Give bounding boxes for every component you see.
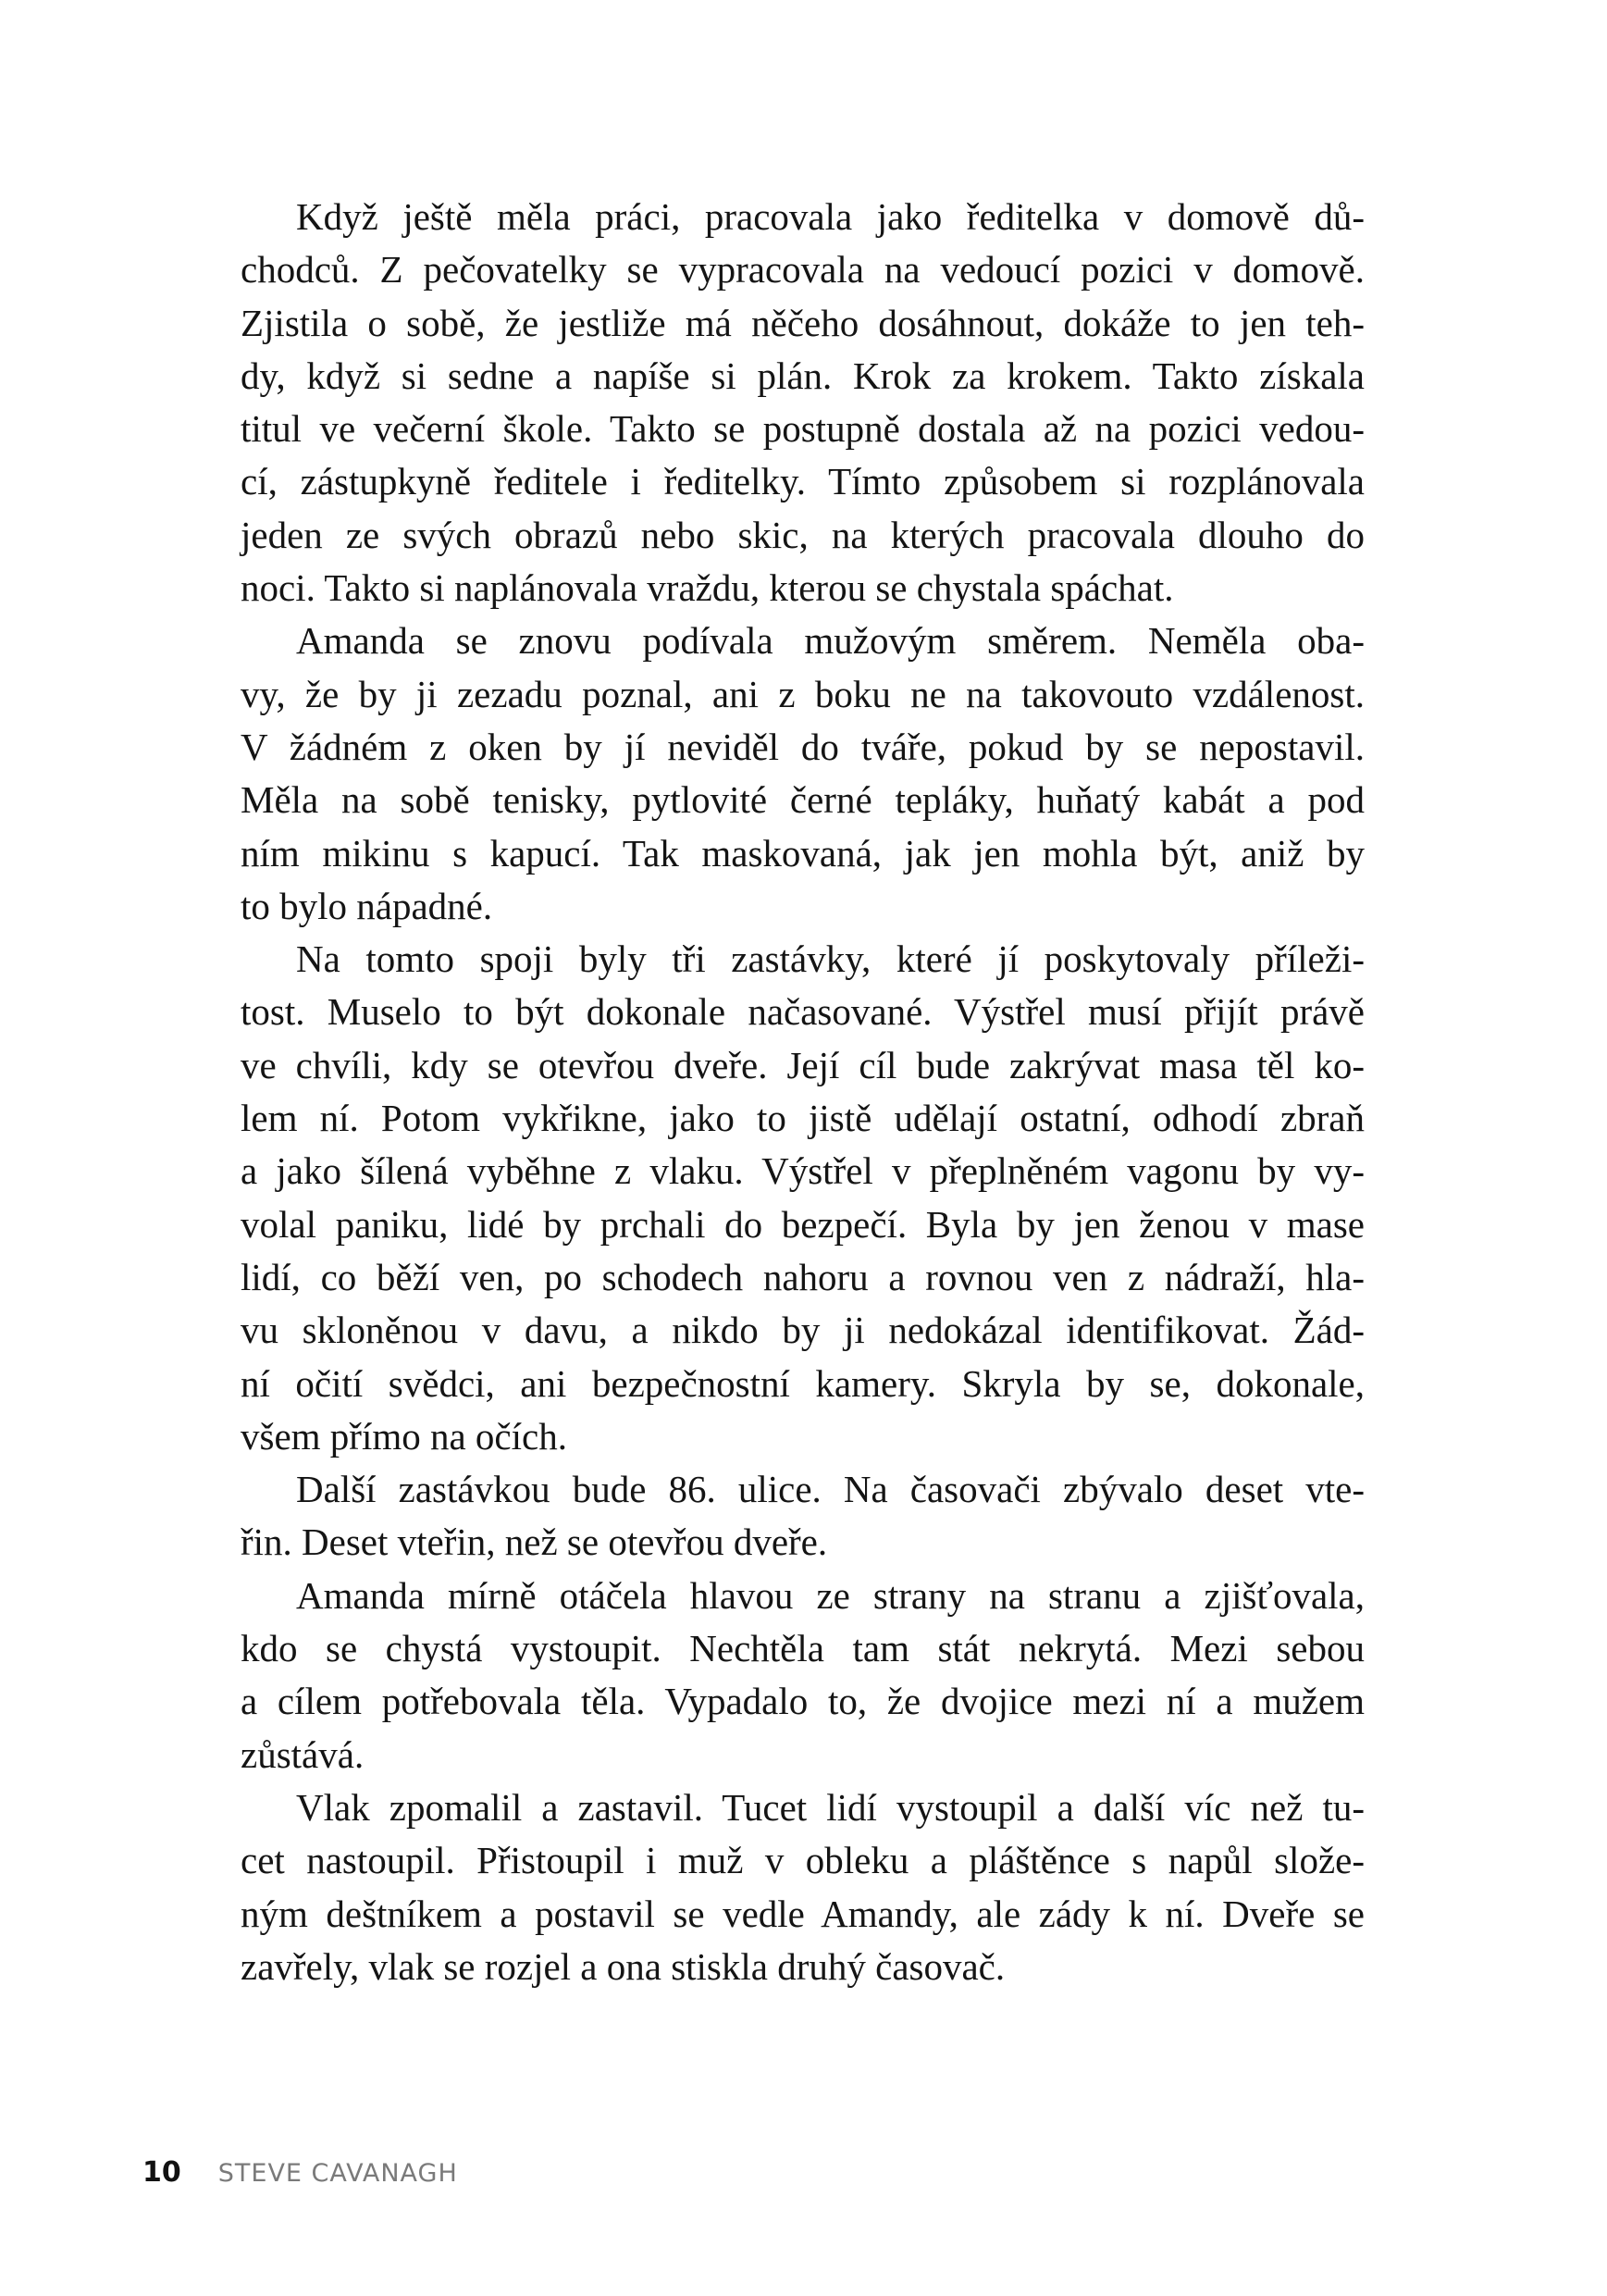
text-line: tost. Muselo to být dokonale načasované. Výstřel musí přijít právě (241, 990, 1365, 1034)
text-line: ve chvíli, kdy se otevřou dveře. Její cíl bude zakrývat masa těl ko- (241, 1043, 1365, 1086)
page-footer (142, 2156, 458, 2193)
text-line: ným deštníkem a postavil se vedle Amandy, ale zády k ní. Dveře se (241, 1892, 1365, 1935)
text-line: jeden ze svých obrazů nebo skic, na kterých pracovala dlouho do (241, 513, 1365, 556)
text-line: chodců. Z pečovatelky se vypracovala na vedoucí pozici v domově. (241, 248, 1365, 292)
paragraph-1 (241, 191, 1365, 614)
text-line: V žádném z oken by jí neviděl do tváře, pokud by se nepostavil. (241, 725, 1365, 768)
text-line: Měla na sobě tenisky, pytlovité černé tepláky, huňatý kabát a pod (241, 778, 1365, 822)
paragraph-5 (241, 1570, 1365, 1781)
text-line: kdo se chystá vystoupit. Nechtěla tam stát nekrytá. Mezi sebou (241, 1627, 1365, 1670)
text-line: cet nastoupil. Přistoupil i muž v obleku a pláštěnce s napůl slože- (241, 1839, 1365, 1882)
page-number: 10 (142, 2156, 181, 2189)
text-line: ní očití svědci, ani bezpečnostní kamery. Skryla by se, dokonale, (241, 1361, 1365, 1405)
text-line: zůstává. (241, 1732, 365, 1776)
text-line: řin. Deset vteřin, než se otevřou dveře. (241, 1520, 828, 1564)
text-line: noci. Takto si naplánovala vraždu, kterou se chystala spáchat. (241, 566, 1174, 610)
text-line: Když ještě měla práci, pracovala jako ředitelka v domově dů- (296, 195, 1365, 238)
text-line: Amanda se znovu podívala mužovým směrem. Neměla oba- (296, 619, 1365, 663)
body-text (241, 191, 1365, 1993)
paragraph-6 (241, 1781, 1365, 1993)
text-line: zavřely, vlak se rozjel a ona stiskla druhý časovač. (241, 1944, 1006, 1988)
paragraph-4 (241, 1463, 1365, 1570)
text-line: dy, když si sedne a napíše si plán. Krok za krokem. Takto získala (241, 354, 1365, 397)
text-line: všem přímo na očích. (241, 1414, 567, 1458)
text-line: volal paniku, lidé by prchali do bezpečí. Byla by jen ženou v mase (241, 1202, 1365, 1246)
text-line: ním mikinu s kapucí. Tak maskovaná, jak jen mohla být, aniž by (241, 831, 1365, 875)
paragraph-3 (241, 933, 1365, 1463)
text-line: cí, zástupkyně ředitele i ředitelky. Tímto způsobem si rozplánovala (241, 460, 1365, 503)
text-line: Další zastávkou bude 86. ulice. Na časovači zbývalo deset vte- (296, 1468, 1365, 1511)
text-line: a cílem potřebovala těla. Vypadalo to, že dvojice mezi ní a mužem (241, 1680, 1365, 1723)
text-line: lem ní. Potom vykřikne, jako to jistě udělají ostatní, odhodí zbraň (241, 1097, 1365, 1140)
running-head-author: STEVE CAVANAGH (217, 2159, 458, 2188)
text-line: vu skloněnou v davu, a nikdo by ji nedokázal identifikovat. Žád- (241, 1309, 1365, 1352)
text-line: lidí, co běží ven, po schodech nahoru a rovnou ven z nádraží, hla- (241, 1255, 1365, 1298)
text-line: to bylo nápadné. (241, 884, 493, 927)
text-line: vy, že by ji zezadu poznal, ani z boku ne na takovouto vzdálenost. (241, 672, 1365, 715)
text-line: Zjistila o sobě, že jestliže má něčeho dosáhnout, dokáže to jen teh- (241, 301, 1365, 344)
text-line: titul ve večerní škole. Takto se postupně dostala až na pozici vedou- (241, 407, 1365, 451)
paragraph-2 (241, 614, 1365, 933)
text-line: Amanda mírně otáčela hlavou ze strany na stranu a zjišťovala, (296, 1573, 1365, 1617)
text-line: Na tomto spoji byly tři zastávky, které jí poskytovaly příleži- (296, 937, 1365, 981)
text-line: a jako šílená vyběhne z vlaku. Výstřel v přeplněném vagonu by vy- (241, 1149, 1365, 1193)
text-line: Vlak zpomalil a zastavil. Tucet lidí vystoupil a další víc než tu- (296, 1785, 1365, 1829)
